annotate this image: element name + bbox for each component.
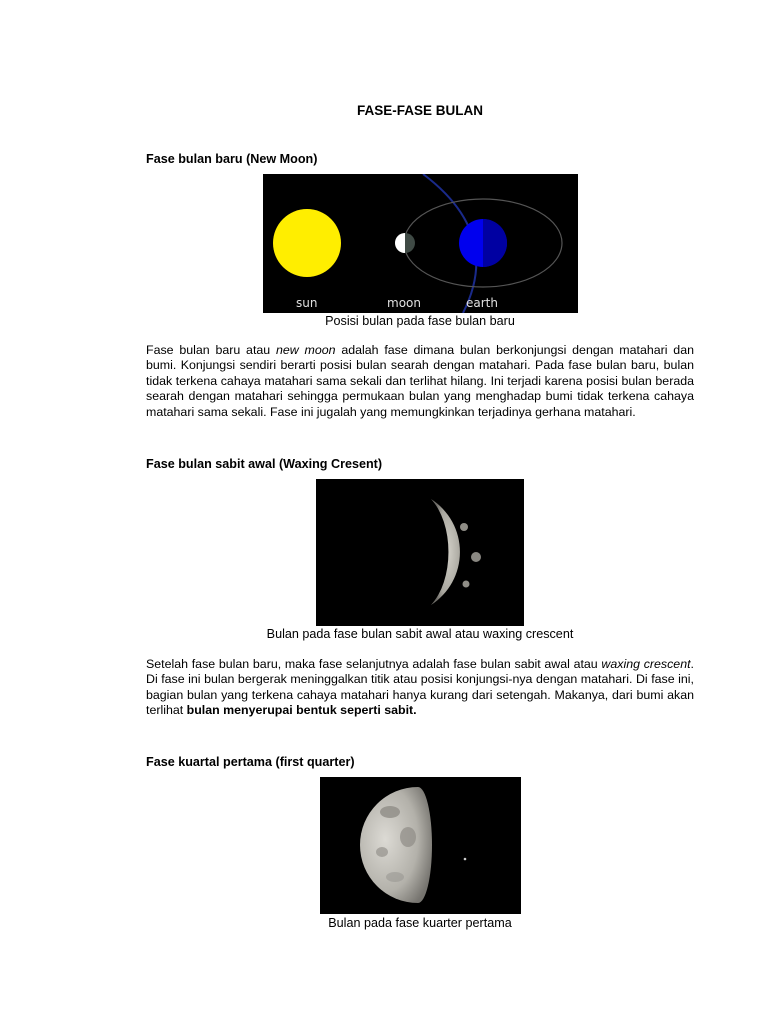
paragraph-waxing-crescent xyxy=(146,657,694,719)
caption-first-quarter: Bulan pada fase kuarter pertama xyxy=(328,916,512,930)
waxing-crescent-image xyxy=(316,479,524,626)
page-title: FASE-FASE BULAN xyxy=(356,103,483,118)
caption-new-moon: Posisi bulan pada fase bulan baru xyxy=(325,314,515,328)
figure-first-quarter xyxy=(320,777,521,914)
label-moon: moon xyxy=(387,296,421,310)
text-span: Fase bulan baru atau xyxy=(146,343,276,357)
figure-new-moon xyxy=(263,174,578,313)
italic-term: waxing crescent xyxy=(601,657,691,671)
label-earth: earth xyxy=(466,296,498,310)
heading-first-quarter: Fase kuartal pertama (first quarter) xyxy=(146,755,355,769)
heading-waxing-crescent: Fase bulan sabit awal (Waxing Cresent) xyxy=(146,457,383,471)
first-quarter-image xyxy=(320,777,521,914)
bold-phrase: bulan menyerupai bentuk seperti sabit. xyxy=(186,703,417,718)
italic-term: new moon xyxy=(275,343,336,357)
heading-new-moon: Fase bulan baru (New Moon) xyxy=(146,152,318,166)
new-moon-diagram xyxy=(263,174,578,313)
figure-waxing-crescent xyxy=(316,479,524,626)
text-span: . Di fase ini bulan bergerak meninggalkan titik atau posisi konjungsi-nya dengan matahari. Di fase ini, bagian bulan yang terkena cahaya matahari hanya kurang dari setengah. Makanya, dari bumi akan terlihat xyxy=(146,657,694,718)
paragraph-new-moon xyxy=(146,343,694,420)
caption-waxing-crescent: Bulan pada fase bulan sabit awal atau waxing crescent xyxy=(266,627,574,641)
document-page xyxy=(146,0,694,1024)
text-span: adalah fase dimana bulan berkonjungsi dengan matahari dan bumi. Konjungsi sendiri berarti posisi bulan searah dengan matahari. Pada fase bulan baru, bulan tidak terkena cahaya matahari sama sekali dan terlihat hilang. Ini terjadi karena posisi bulan berada searah dengan matahari sehingga permukaan bulan yang menghadap bumi tidak terkena cahaya matahari sama sekali. Fase ini jugalah yang memungkinkan terjadinya gerhana matahari. xyxy=(146,343,694,419)
label-sun: sun xyxy=(296,296,318,310)
sun-shape xyxy=(273,209,341,277)
text-span: Setelah fase bulan baru, maka fase selanjutnya adalah fase bulan sabit awal atau xyxy=(146,657,602,671)
